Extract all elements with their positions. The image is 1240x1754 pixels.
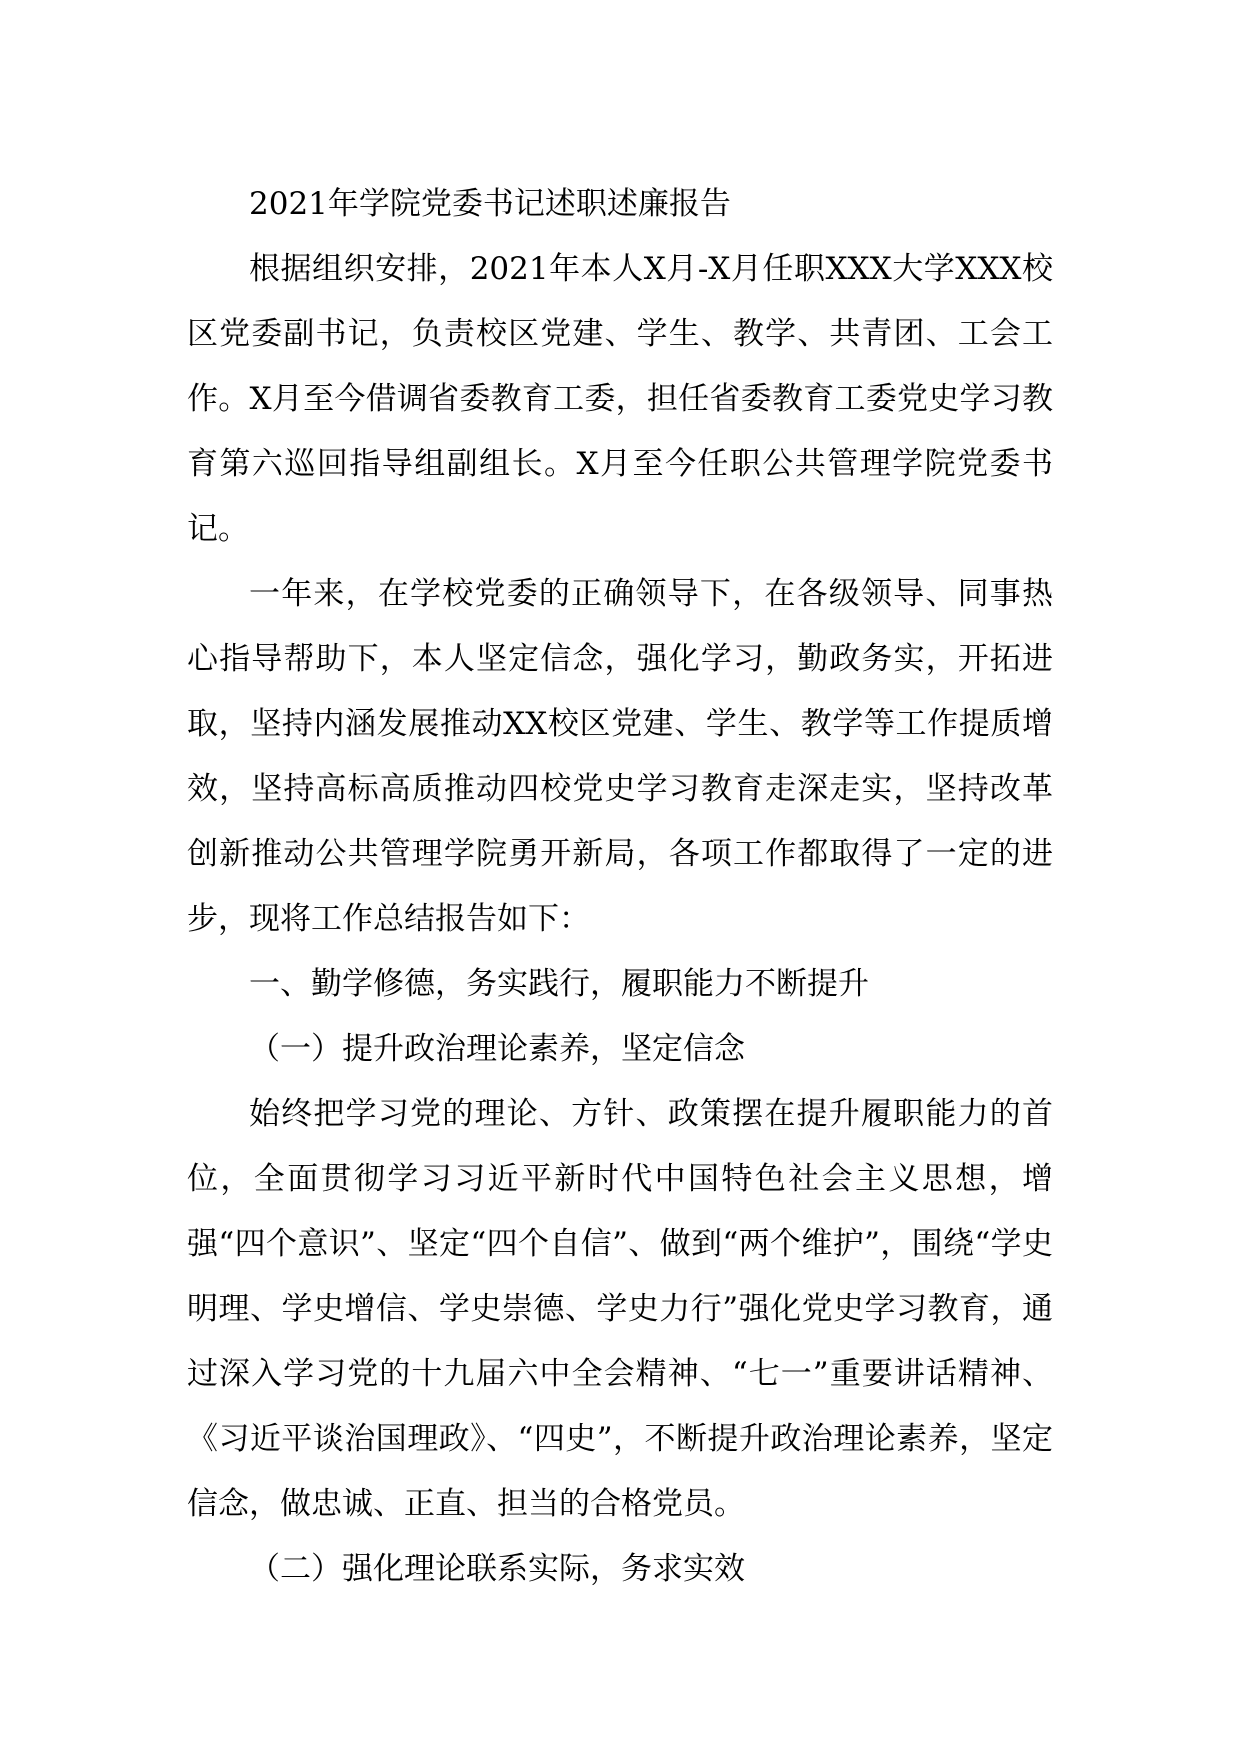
paragraph-appointment: 根据组织安排，2021年本人X月-X月任职XXX大学XXX校区党委副书记，负责校区党建、学生、教学、共青团、工会工作。X月至今借调省委教育工委，担任省委教育工委党史学习教育第六巡回指导组副组长。X月至今任职公共管理学院党委书记。	[187, 251, 1053, 547]
document-body	[187, 172, 1053, 1602]
paragraph-overview: 一年来，在学校党委的正确领导下，在各级领导、同事热心指导帮助下，本人坚定信念，强化学习，勤政务实，开拓进取，坚持内涵发展推动XX校区党建、学生、教学等工作提质增效，坚持高标高质推动四校党史学习教育走深走实，坚持改革创新推动公共管理学院勇开新局，各项工作都取得了一定的进步，现将工作总结报告如下：	[187, 576, 1053, 937]
subsection-heading-1: （一）提升政治理论素养，坚定信念	[249, 1031, 745, 1067]
section-heading-1: 一、勤学修德，务实践行，履职能力不断提升	[249, 966, 869, 1002]
subsection-heading-2: （二）强化理论联系实际，务求实效	[249, 1551, 745, 1587]
paragraph-theory: 始终把学习党的理论、方针、政策摆在提升履职能力的首位，全面贯彻学习习近平新时代中国特色社会主义思想，增强“四个意识”、坚定“四个自信”、做到“两个维护”，围绕“学史明理、学史增信、学史崇德、学史力行”强化党史学习教育，通过深入学习党的十九届六中全会精神、“七一”重要讲话精神、《习近平谈治国理政》、“四史”，不断提升政治理论素养，坚定信念，做忠诚、正直、担当的合格党员。	[187, 1096, 1053, 1522]
document-title: 2021年学院党委书记述职述廉报告	[249, 186, 731, 222]
